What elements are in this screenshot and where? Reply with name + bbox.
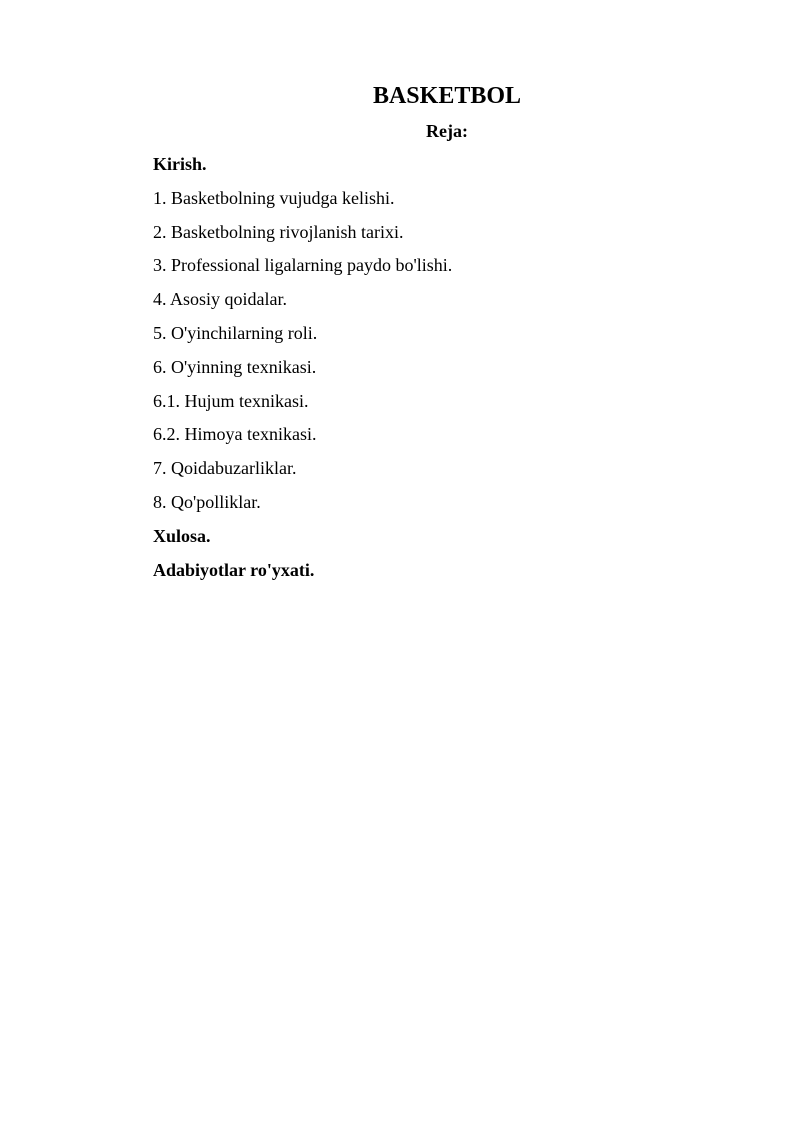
toc-item-6-2: 6.2. Himoya texnikasi. <box>153 424 317 445</box>
toc-item-introduction: Kirish. <box>153 154 207 174</box>
toc-item-6-1: 6.1. Hujum texnikasi. <box>153 390 309 411</box>
toc-item-4: 4. Asosiy qoidalar. <box>153 289 287 310</box>
document-subtitle: Reja: <box>426 121 468 141</box>
table-of-contents <box>153 152 452 591</box>
toc-item-5: 5. O'yinchilarning roli. <box>153 322 318 343</box>
toc-item-8: 8. Qo'polliklar. <box>153 491 261 512</box>
toc-item-1: 1. Basketbolning vujudga kelishi. <box>153 187 395 208</box>
document-title: BASKETBOL <box>372 83 522 109</box>
toc-item-2: 2. Basketbolning rivojlanish tarixi. <box>153 221 404 242</box>
toc-item-3: 3. Professional ligalarning paydo bo'lishi. <box>153 255 453 276</box>
toc-item-conclusion: Xulosa. <box>153 525 211 546</box>
toc-item-references: Adabiyotlar ro'yxati. <box>153 559 315 580</box>
toc-item-6: 6. O'yinning texnikasi. <box>153 356 317 377</box>
toc-item-7: 7. Qoidabuzarliklar. <box>153 458 297 479</box>
